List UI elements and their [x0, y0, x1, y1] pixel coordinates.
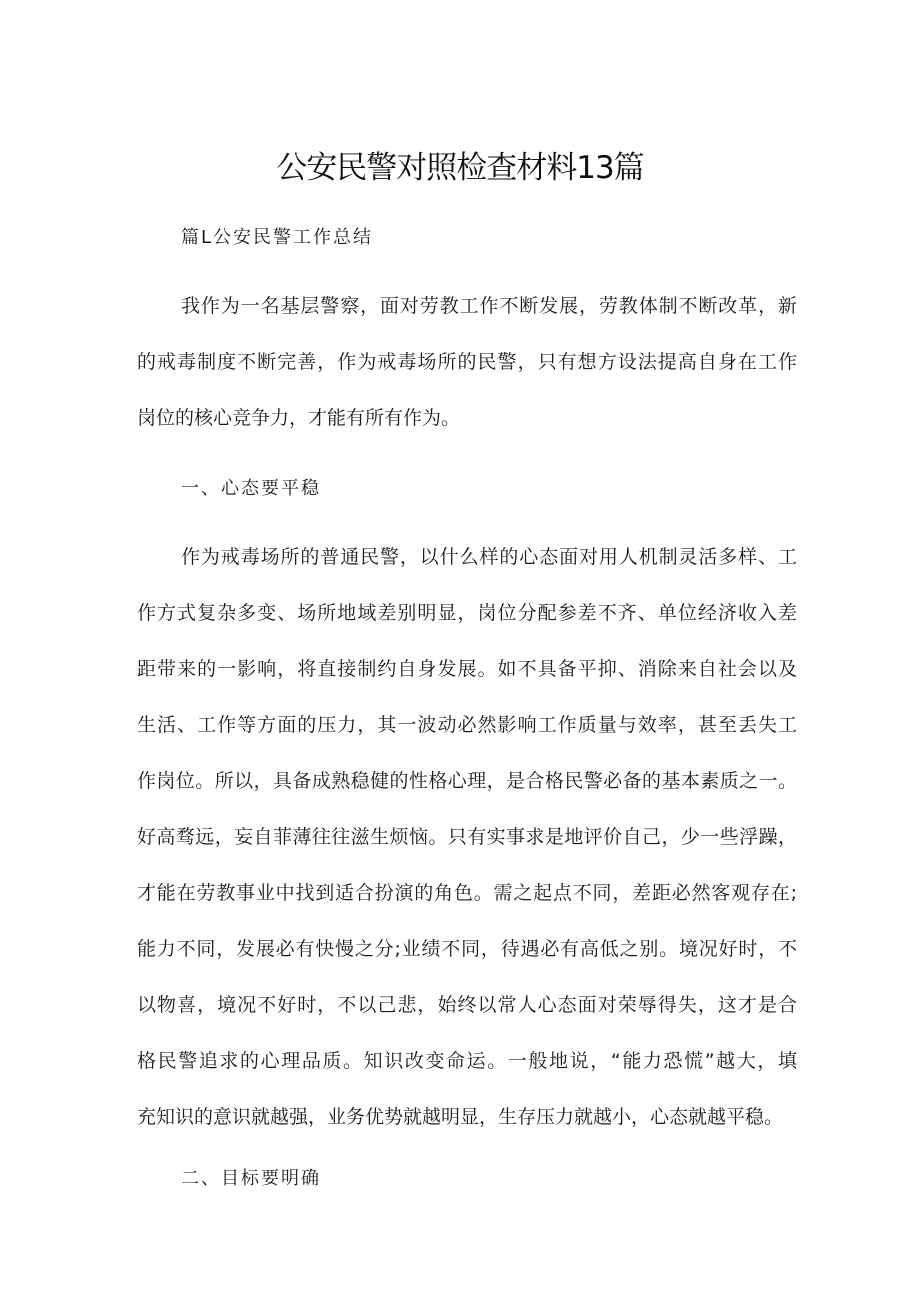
section-1-line: 才能在劳教事业中找到适合扮演的角色。需之起点不同，差距必然客观存在;: [137, 882, 797, 904]
document-title: 公安民警对照检查材料13篇: [276, 150, 644, 186]
section-heading-1: 一、心态要平稳: [181, 478, 321, 499]
section-1-line: 以物喜，境况不好时，不以己悲，始终以常人心态面对荣辱得失，这才是合: [137, 994, 797, 1016]
intro-line: 我作为一名基层警察，面对劳教工作不断发展，劳教体制不断改革，新: [181, 295, 797, 317]
section-1-line: 作方式复杂多变、场所地域差别明显，岗位分配参差不齐、单位经济收入差: [137, 602, 797, 624]
section-1-line: 格民警追求的心理品质。知识改变命运。一般地说，“能力恐慌”越大，填: [137, 1050, 797, 1072]
chapter-heading: 篇L公安民警工作总结: [181, 227, 374, 248]
section-1-line: 作为戒毒场所的普通民警，以什么样的心态面对用人机制灵活多样、工: [181, 546, 797, 568]
section-heading-2: 二、目标要明确: [181, 1168, 321, 1189]
section-1-line: 充知识的意识就越强，业务优势就越明显，生存压力就越小，心态就越平稳。: [137, 1106, 784, 1128]
section-1-line: 距带来的一影响，将直接制约自身发展。如不具备平抑、消除来自社会以及: [137, 658, 797, 680]
intro-line: 岗位的核心竞争力，才能有所有作为。: [137, 407, 461, 429]
section-1-paragraph: [137, 529, 797, 1145]
section-1-line: 作岗位。所以，具备成熟稳健的性格心理，是合格民警必备的基本素质之一。: [137, 770, 797, 792]
section-1-line: 生活、工作等方面的压力，其一波动必然影响工作质量与效率，甚至丢失工: [137, 714, 797, 736]
intro-paragraph: [137, 278, 797, 446]
intro-line: 的戒毒制度不断完善，作为戒毒场所的民警，只有想方设法提高自身在工作: [137, 351, 797, 373]
section-1-line: 好高骛远，妄自菲薄往往滋生烦恼。只有实事求是地评价自己，少一些浮躁，: [137, 826, 797, 848]
section-1-line: 能力不同，发展必有快慢之分;业绩不同，待遇必有高低之别。境况好时，不: [137, 938, 797, 960]
